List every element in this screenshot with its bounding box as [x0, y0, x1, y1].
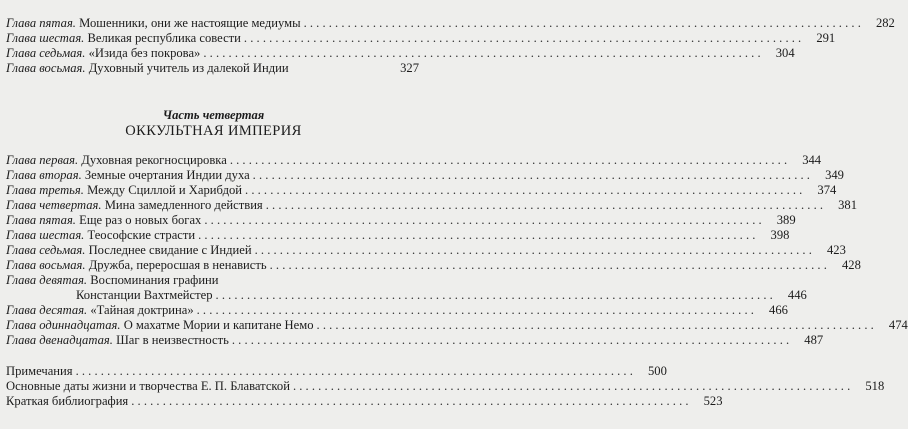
chapter-title: Между Сциллой и Харибдой	[87, 183, 243, 197]
toc-entry	[6, 394, 723, 408]
toc-entry	[6, 318, 908, 332]
chapter-title: Еще раз о новых богах	[79, 213, 202, 227]
dot-leader	[317, 318, 874, 332]
chapter-label: Глава вторая.	[6, 168, 82, 182]
chapter-title: Воспоминания графини	[90, 273, 219, 287]
chapter-title: Мина замедленного действия	[104, 198, 263, 212]
chapter-label: Глава пятая.	[6, 16, 76, 30]
dot-leader	[266, 198, 823, 212]
page-number: 291	[816, 31, 836, 45]
chapter-label: Глава первая.	[6, 153, 79, 167]
dot-leader	[304, 16, 861, 30]
page-number: 487	[804, 333, 824, 347]
dot-leader	[76, 364, 633, 378]
toc-entry	[6, 243, 846, 257]
page-number: 374	[817, 183, 837, 197]
toc-entry	[6, 228, 790, 242]
section-title: Примечания	[6, 364, 73, 378]
toc-entry	[6, 379, 885, 393]
page-number: 518	[865, 379, 885, 393]
chapter-title: «Тайная доктрина»	[90, 303, 194, 317]
page-number: 349	[825, 168, 844, 182]
toc-entry	[6, 213, 796, 227]
dot-leader	[244, 31, 801, 45]
toc-entry	[6, 198, 858, 212]
chapter-label: Глава одиннадцатая.	[6, 318, 121, 332]
chapter-title: Земные очертания Индии духа	[84, 168, 250, 182]
toc-entry	[6, 61, 419, 75]
chapter-label: Глава восьмая.	[6, 258, 86, 272]
chapter-label: Глава десятая.	[6, 303, 88, 317]
page-number: 327	[400, 61, 419, 75]
chapter-title: Великая республика совести	[87, 31, 241, 45]
chapter-label: Глава четвертая.	[6, 198, 102, 212]
toc-entry	[6, 46, 795, 60]
chapter-label: Глава шестая.	[6, 228, 85, 242]
page-number: 282	[875, 16, 895, 30]
part-title: ОККУЛЬТНАЯ ИМПЕРИЯ	[125, 123, 302, 139]
toc-entry	[6, 303, 788, 317]
dot-leader	[131, 394, 688, 408]
page-number: 474	[888, 318, 908, 332]
chapter-title: Духовный учитель из далекой Индии	[88, 61, 289, 75]
toc-entry	[6, 333, 824, 347]
page-number: 500	[647, 364, 667, 378]
page-number: 304	[775, 46, 795, 60]
chapter-title: Мошенники, они же настоящие медиумы	[79, 16, 301, 30]
page-number: 389	[776, 213, 796, 227]
chapter-label: Глава пятая.	[6, 213, 76, 227]
chapter-label: Глава двенадцатая.	[6, 333, 113, 347]
chapter-label: Глава восьмая.	[6, 61, 86, 75]
toc-entry	[6, 168, 844, 182]
chapter-title-line2: Констанции Вахтмейстер	[76, 288, 213, 302]
page-number: 423	[826, 243, 846, 257]
chapter-title: Последнее свидание с Индией	[88, 243, 252, 257]
dot-leader	[197, 303, 754, 317]
chapter-title: Шаг в неизвестность	[116, 333, 229, 347]
toc-entry	[6, 183, 837, 197]
section-title: Основные даты жизни и творчества Е. П. Блаватской	[6, 379, 290, 393]
toc-entry	[6, 364, 667, 378]
chapter-title: О махатме Мории и капитане Немо	[123, 318, 314, 332]
chapter-title: «Изида без покрова»	[88, 46, 201, 60]
toc-entry	[6, 273, 419, 287]
part-label: Часть четвертая	[162, 108, 265, 122]
page-number: 344	[802, 153, 822, 167]
chapter-label: Глава девятая.	[6, 273, 88, 287]
chapter-label: Глава третья.	[6, 183, 84, 197]
chapter-label: Глава шестая.	[6, 31, 85, 45]
dot-leader	[253, 168, 810, 182]
toc-entry-continuation	[76, 288, 807, 302]
page-number: 446	[787, 288, 807, 302]
dot-leader	[245, 183, 802, 197]
page-number: 428	[841, 258, 861, 272]
chapter-label: Глава седьмая.	[6, 243, 86, 257]
dot-leader	[198, 228, 755, 242]
dot-leader	[270, 258, 827, 272]
dot-leader	[216, 288, 773, 302]
section-title: Краткая библиография	[6, 394, 129, 408]
dot-leader	[203, 46, 760, 60]
toc-entry	[6, 258, 861, 272]
dot-leader	[293, 379, 850, 393]
page-number: 381	[838, 198, 858, 212]
dot-leader	[204, 213, 761, 227]
page-number: 466	[769, 303, 788, 317]
chapter-title: Духовная рекогносцировка	[81, 153, 227, 167]
page-number: 398	[770, 228, 790, 242]
toc-entry	[6, 16, 895, 30]
chapter-title: Теософские страсти	[87, 228, 196, 242]
dot-leader	[232, 333, 789, 347]
page-number: 523	[703, 394, 723, 408]
dot-leader	[230, 153, 787, 167]
toc-entry	[6, 31, 836, 45]
dot-leader	[255, 243, 812, 257]
toc-entry	[6, 153, 822, 167]
chapter-title: Дружба, переросшая в ненависть	[88, 258, 267, 272]
chapter-label: Глава седьмая.	[6, 46, 86, 60]
